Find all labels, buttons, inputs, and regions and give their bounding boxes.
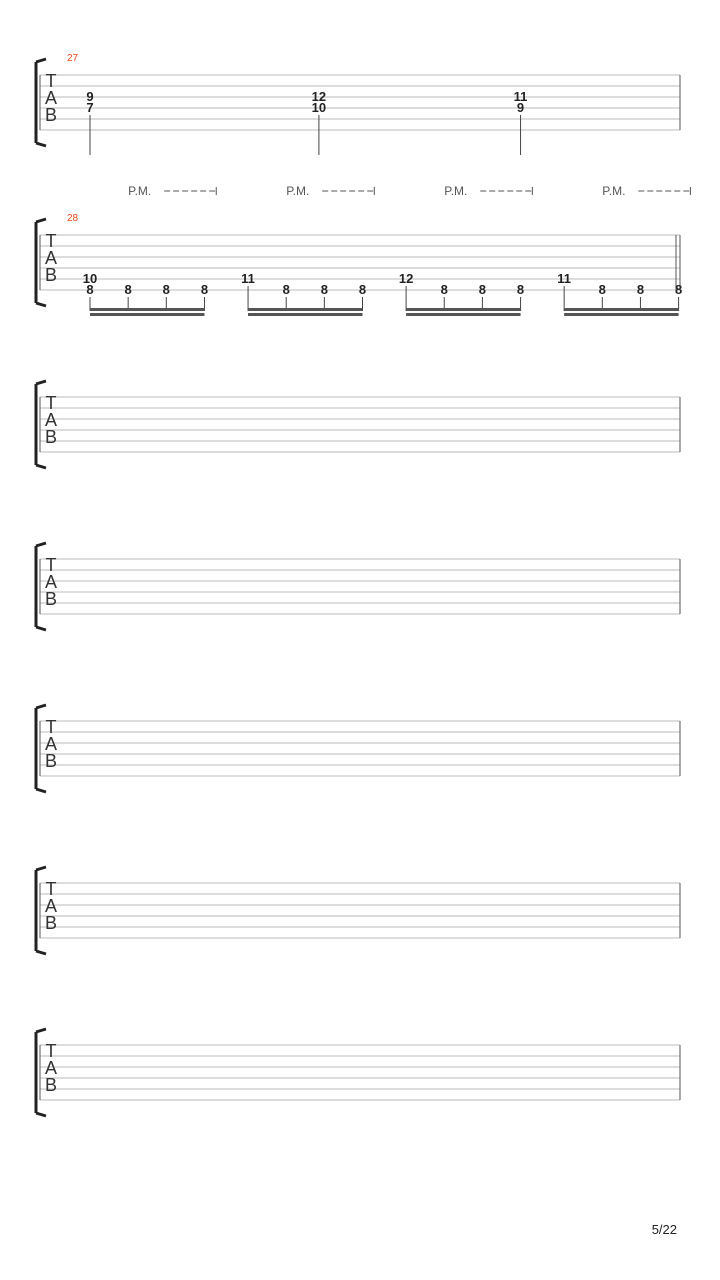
tab-clef-letter: T: [45, 1041, 57, 1061]
fret-number: 11: [557, 271, 572, 286]
tab-clef-letter: A: [44, 248, 58, 268]
beam: [248, 313, 362, 316]
fret-number: 8: [674, 282, 683, 297]
fret-number: 12: [311, 89, 327, 104]
tab-clef-letter: B: [44, 105, 58, 125]
tab-clef-letter: T: [45, 555, 57, 575]
tab-clef-letter: T: [45, 231, 57, 251]
palm-mute-label: P.M.: [444, 184, 468, 198]
beam: [406, 313, 520, 316]
fret-number: 8: [358, 282, 367, 297]
palm-mute-label: P.M.: [128, 184, 152, 198]
tab-system: [36, 867, 680, 954]
tab-clef-letter: B: [44, 427, 58, 447]
fret-number: 8: [320, 282, 328, 297]
measure-number: 27: [67, 53, 79, 64]
fret-number: 8: [598, 282, 606, 297]
tab-clef-letter: B: [44, 265, 58, 285]
measure-number: 28: [67, 213, 79, 224]
fret-number: 8: [86, 282, 94, 297]
fret-number: 8: [124, 282, 132, 297]
fret-number: 11: [241, 271, 255, 286]
tab-clef-letter: A: [44, 896, 58, 916]
beam: [90, 308, 204, 311]
tab-system: [36, 705, 680, 792]
fret-number: 8: [478, 282, 487, 297]
fret-number: 12: [398, 271, 414, 286]
page-number: 5/22: [651, 1222, 677, 1237]
tab-clef-letter: A: [44, 88, 58, 108]
beam: [564, 313, 678, 316]
fret-number: 8: [200, 282, 209, 297]
fret-number: 8: [162, 282, 170, 297]
fret-number: 8: [440, 282, 448, 297]
tab-system: [36, 53, 680, 155]
tab-clef-letter: T: [45, 393, 57, 413]
fret-number: 9: [86, 89, 94, 104]
fret-number: 10: [82, 271, 98, 286]
tab-system: [36, 1029, 680, 1116]
fret-number: 9: [516, 100, 525, 115]
tab-clef-letter: B: [44, 751, 58, 771]
tab-clef-letter: T: [45, 71, 57, 91]
tab-clef-letter: A: [44, 572, 58, 592]
beam: [90, 313, 204, 316]
tab-clef-letter: B: [44, 589, 58, 609]
fret-number: 8: [282, 282, 290, 297]
tab-clef-letter: B: [44, 913, 58, 933]
fret-number: 8: [636, 282, 645, 297]
tab-system: [36, 184, 690, 316]
tab-clef-letter: A: [44, 410, 58, 430]
tab-clef-letter: A: [44, 1058, 58, 1078]
tab-clef-letter: A: [44, 734, 58, 754]
palm-mute-label: P.M.: [286, 184, 310, 198]
beam: [248, 308, 362, 311]
tab-clef-letter: T: [45, 879, 57, 899]
beam: [564, 308, 678, 311]
palm-mute-label: P.M.: [602, 184, 626, 198]
tab-clef-letter: T: [45, 717, 57, 737]
tab-clef-letter: B: [44, 1075, 58, 1095]
beam: [406, 308, 520, 311]
tab-system: [36, 543, 680, 630]
fret-number: 7: [86, 100, 94, 115]
fret-number: 10: [311, 100, 327, 115]
fret-number: 11: [513, 89, 528, 104]
tab-system: [36, 381, 680, 468]
fret-number: 8: [516, 282, 525, 297]
